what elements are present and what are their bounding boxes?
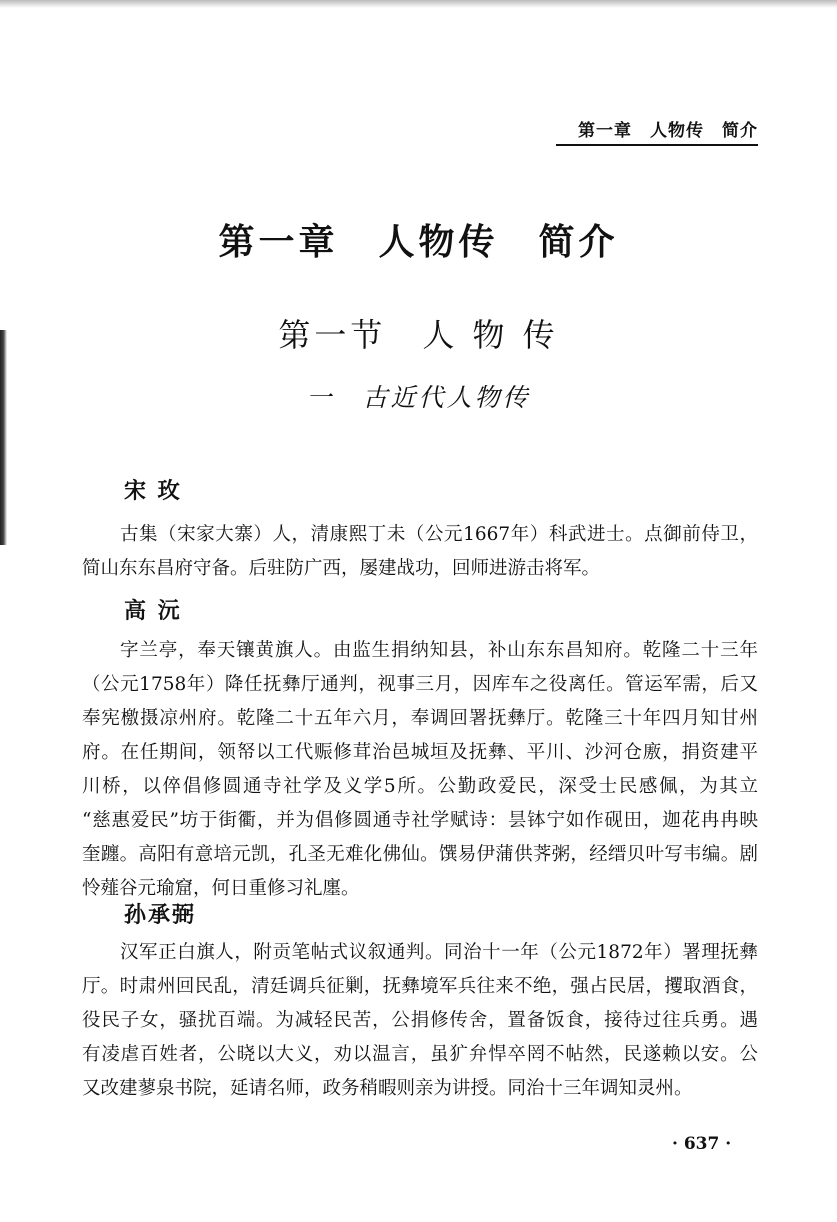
text-line: 怜薤谷元瑜窟，何日重修习礼廛。 <box>82 878 360 899</box>
text-line: 川桥，以倅倡修圆通寺社学及义学5所。公勤政爱民，深受士民感佩，为其立 <box>82 776 758 797</box>
text-line: “慈惠爱民”坊于街衢，并为倡修圆通寺社学赋诗：昙钵宁如作砚田，迦花冉冉映 <box>82 810 758 831</box>
biography-text <box>82 634 758 906</box>
subsection-title: 一 古近代人物传 <box>306 383 531 412</box>
scan-top-edge <box>0 0 837 8</box>
text-line: （公元1758年）降任抚彝厅通判，视事三月，因库车之役离任。管运军需，后又 <box>82 674 758 695</box>
text-line: 奎躔。高阳有意培元凯，孔圣无难化佛仙。馔易伊蒲供荠粥，经缙贝叶写韦编。剧 <box>82 844 758 865</box>
text-line: 简山东东昌府守备。后驻防广西，屡建战功，回师进游击将军。 <box>82 558 601 579</box>
text-line: 奉宪檄摄凉州府。乾隆二十五年六月，奉调回署抚彝厅。乾隆三十年四月知甘州 <box>82 708 758 729</box>
text-line: 役民子女，骚扰百端。为减轻民苦，公捐修传舍，置备饭食，接待过往兵勇。遇 <box>82 1010 758 1031</box>
text-line: 有凌虐百姓者，公晓以大义，劝以温言，虽犷弁悍卒罔不帖然，民遂赖以安。公 <box>82 1044 758 1065</box>
biography-name: 孙承弼 <box>124 903 197 928</box>
scan-binding-edge <box>0 330 7 545</box>
text-line: 又改建蓼泉书院，延请名师，政务稍暇则亲为讲授。同治十三年调知灵州。 <box>82 1078 693 1099</box>
text-line: 府。在任期间，领帑以工代赈修茸治邑城垣及抚彝、平川、沙河仓廒，捐资建平 <box>82 742 758 763</box>
page-number: · 637 · <box>672 1134 732 1154</box>
biography-name: 高 沅 <box>124 599 182 624</box>
biography-name: 宋 玫 <box>124 479 182 504</box>
biography-text <box>82 936 758 1106</box>
chapter-title: 第一章 人物传 简介 <box>218 222 619 263</box>
text-line: 古集（宋家大寨）人，清康熙丁未（公元1667年）科武进士。点御前侍卫， <box>120 524 758 545</box>
section-title: 第一节 人 物 传 <box>278 316 559 354</box>
text-line: 字兰亭，奉天镶黄旗人。由监生捐纳知县，补山东东昌知府。乾隆二十三年 <box>120 640 758 661</box>
text-line: 汉军正白旗人，附贡笔帖式议叙通判。同治十一年（公元1872年）署理抚彝 <box>120 942 758 963</box>
biography-text <box>82 518 758 586</box>
running-head: 第一章 人物传 简介 <box>556 118 758 146</box>
text-line: 厅。时肃州回民乱，清廷调兵征剿，抚彝境军兵往来不绝，强占民居，攫取酒食， <box>82 976 758 997</box>
